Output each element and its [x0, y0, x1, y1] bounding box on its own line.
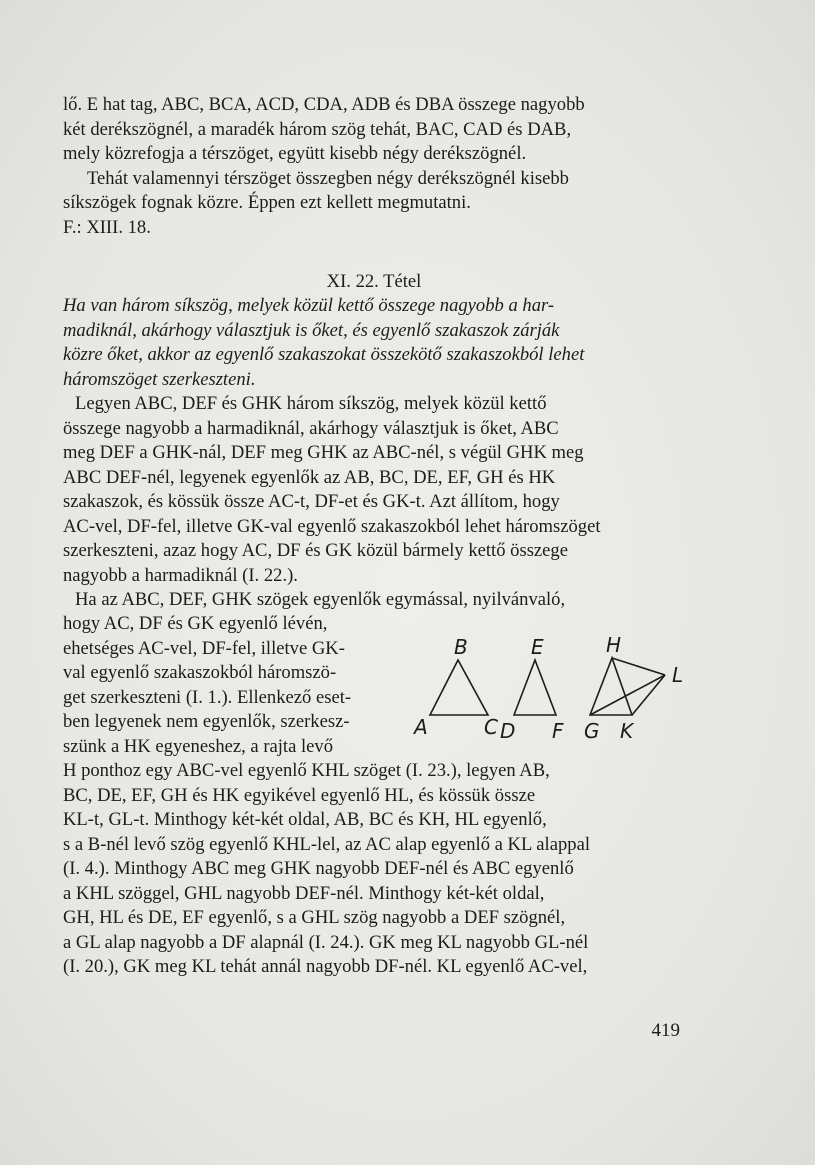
triangles-figure	[400, 630, 700, 750]
label-c: C	[484, 715, 498, 739]
label-g: G	[584, 719, 600, 743]
page-number: 419	[651, 1020, 680, 1041]
text-line: Ha az ABC, DEF, GHK szögek egyenlők egymással, nyilvánvaló,	[75, 589, 566, 610]
text-line: ehetséges AC-vel, DF-fel, illetve GK-	[63, 637, 345, 659]
label-e: E	[531, 635, 544, 659]
label-d: D	[500, 719, 516, 743]
text-line: szakaszok, és kössük össze AC-t, DF-et és GK-t. Azt állítom, hogy	[63, 491, 560, 512]
text-line: mely közrefogja a térszöget, együtt kisebb négy derékszögnél.	[63, 143, 527, 164]
text-line: háromszöget szerkeszteni.	[63, 368, 256, 390]
text-line: H ponthoz egy ABC-vel egyenlő KHL szöget (I. 23.), legyen AB,	[63, 760, 550, 781]
text-line: közre őket, akkor az egyenlő szakaszokat összekötő szakaszokból lehet	[63, 344, 585, 365]
previous-proof-ending	[63, 93, 685, 240]
text-line: val egyenlő szakaszokból háromszö-	[63, 662, 337, 683]
label-l: L	[672, 663, 684, 687]
text-line: s a B-nél levő szög egyenlő KHL-lel, az AC alap egyenlő a KL alappal	[63, 833, 590, 855]
triangle-ghk	[590, 658, 632, 715]
label-h: H	[606, 633, 622, 657]
theorem-statement	[63, 294, 685, 392]
label-a: A	[414, 715, 428, 739]
text-line: Legyen ABC, DEF és GHK három síkszög, melyek közül kettő	[75, 393, 547, 414]
text-line: Ha van három síkszög, melyek közül kettő összege nagyobb a har-	[63, 295, 555, 316]
segment-gl	[590, 675, 665, 715]
label-k: K	[620, 719, 634, 743]
text-line: (I. 20.), GK meg KL tehát annál nagyobb DF-nél. KL egyenlő AC-vel,	[63, 956, 588, 977]
label-b: B	[454, 635, 468, 659]
text-line: ABC DEF-nél, legyenek egyenlők az AB, BC, DE, EF, GH és HK	[63, 466, 556, 488]
text-line: GH, HL és DE, EF egyenlő, s a GHL szög nagyobb a DEF szögnél,	[63, 907, 566, 928]
theorem-heading: XI. 22. Tétel	[326, 271, 422, 292]
text-line: két derékszögnél, a maradék három szög tehát, BAC, CAD és DAB,	[63, 118, 572, 140]
text-line: a GL alap nagyobb a DF alapnál (I. 24.). GK meg KL nagyobb GL-nél	[63, 931, 589, 953]
proof-paragraph-3	[63, 759, 685, 980]
triangles-diagram	[400, 630, 700, 750]
text-line: meg DEF a GHK-nál, DEF meg GHK az ABC-nél, s végül GHK meg	[63, 442, 584, 463]
text-line: hogy AC, DF és GK egyenlő lévén,	[63, 613, 328, 634]
text-line: ben legyenek nem egyenlők, szerkesz-	[63, 711, 350, 732]
proof-paragraph-2	[63, 588, 685, 613]
text-line: szerkeszteni, azaz hogy AC, DF és GK közül bármely kettő összege	[63, 540, 568, 561]
triangle-def	[514, 660, 556, 715]
text-line: Tehát valamennyi térszöget összegben négy derékszögnél kisebb	[87, 167, 569, 189]
text-line: madiknál, akárhogy választjuk is őket, és egyenlő szakaszok zárják	[63, 319, 560, 341]
proof-paragraph-2-wrapped	[63, 612, 398, 759]
text-line: nagyobb a harmadiknál (I. 22.).	[63, 564, 298, 586]
text-line: KL-t, GL-t. Minthogy két-két oldal, AB, BC és KH, HL egyenlő,	[63, 809, 547, 830]
text-line: a KHL szöggel, GHL nagyobb DEF-nél. Minthogy két-két oldal,	[63, 882, 545, 904]
segment-hl	[612, 658, 665, 675]
text-line: síkszögek fognak közre. Éppen ezt kellett megmutatni.	[63, 192, 471, 213]
segment-kl	[632, 675, 665, 715]
text-line: get szerkeszteni (I. 1.). Ellenkező eset-	[63, 686, 352, 708]
proof-paragraph-1	[63, 392, 685, 588]
text-line: lő. E hat tag, ABC, BCA, ACD, CDA, ADB és DBA összege nagyobb	[63, 94, 585, 115]
reference-line: F.: XIII. 18.	[63, 216, 151, 238]
text-line: AC-vel, DF-fel, illetve GK-val egyenlő szakaszokból lehet háromszöget	[63, 515, 601, 537]
text-line: összege nagyobb a harmadiknál, akárhogy választjuk is őket, ABC	[63, 417, 559, 439]
text-line: BC, DE, EF, GH és HK egyikével egyenlő HL, és kössük össze	[63, 784, 536, 806]
text-line: szünk a HK egyeneshez, a rajta levő	[63, 735, 334, 757]
text-line: (I. 4.). Minthogy ABC meg GHK nagyobb DEF-nél és ABC egyenlő	[63, 858, 574, 879]
label-f: F	[552, 719, 564, 743]
triangle-abc	[430, 660, 488, 715]
